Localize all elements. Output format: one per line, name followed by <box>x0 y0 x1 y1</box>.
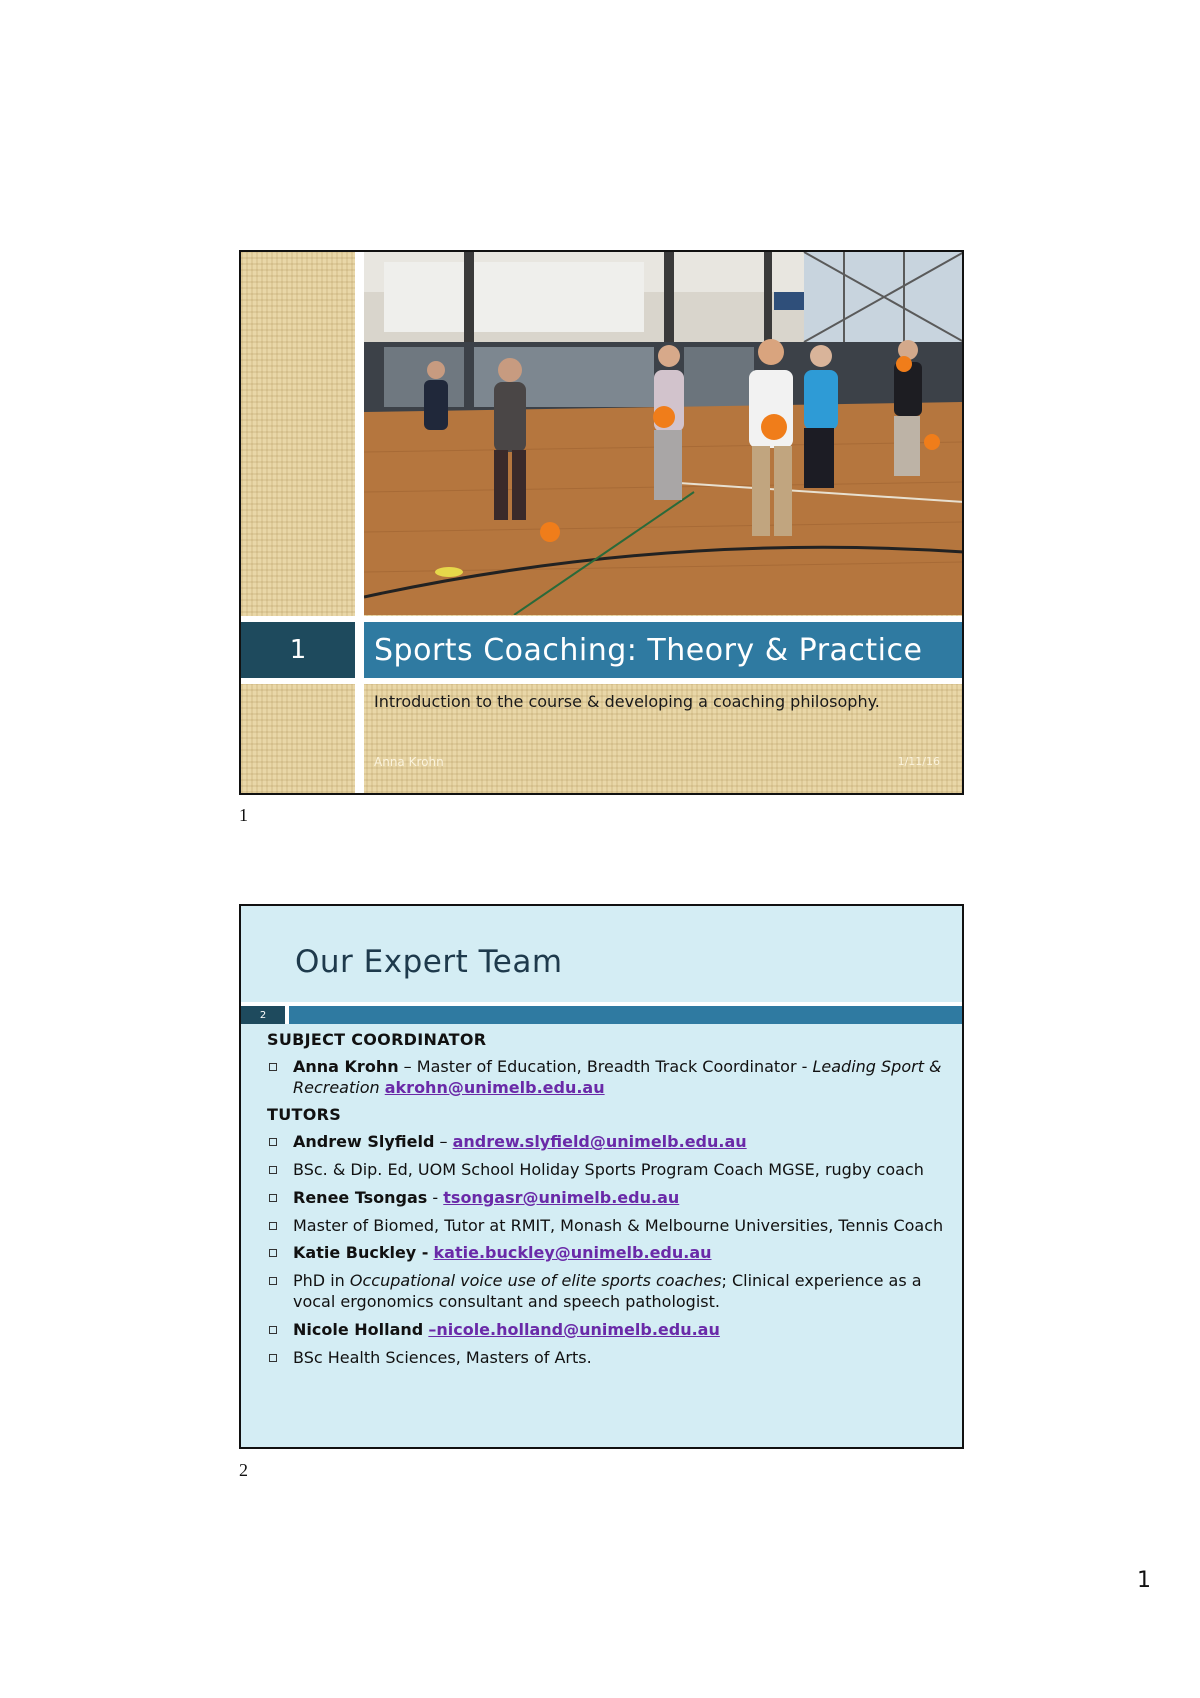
bullet-square-icon <box>269 1354 277 1362</box>
list-item <box>267 1188 957 1209</box>
tutor-detail-italic: Occupational voice use of elite sports coaches <box>349 1271 722 1291</box>
gym-photo <box>364 252 964 615</box>
coordinator-heading: SUBJECT COORDINATOR <box>267 1030 487 1049</box>
coordinator-track: Leading Sport & Recreation <box>293 1056 942 1097</box>
slide-date: 1/11/16 <box>897 755 940 768</box>
tutor-email-link[interactable]: tsongasr@unimelb.edu.au <box>443 1187 680 1207</box>
slide-1 <box>239 250 964 795</box>
slide-number-box: 1 <box>241 622 355 678</box>
tutor-detail-suffix: ; Clinical experience as a vocal ergonomics consultant and speech pathologist. <box>293 1271 922 1311</box>
tutor-name: Nicole Holland <box>293 1319 424 1339</box>
list-item <box>267 1243 957 1264</box>
separator: – <box>398 1056 417 1076</box>
tutor-detail: BSc. & Dip. Ed, UOM School Holiday Sports Program Coach MGSE, rugby coach <box>293 1159 924 1179</box>
bullet-square-icon <box>269 1138 277 1146</box>
separator: – <box>434 1132 453 1152</box>
coordinator-name: Anna Krohn <box>293 1056 399 1076</box>
team-content <box>267 1030 957 1375</box>
tutor-email-link[interactable]: –nicole.holland@unimelb.edu.au <box>428 1319 720 1339</box>
tutor-name: Andrew Slyfield <box>293 1132 435 1152</box>
slide-label: 1 <box>239 805 248 825</box>
tutor-email-link[interactable]: andrew.slyfield@unimelb.edu.au <box>452 1132 747 1152</box>
coordinator-desc: Master of Education, Breadth Track Coordinator - <box>416 1056 813 1076</box>
list-item <box>267 1320 957 1341</box>
tutor-detail: BSc Health Sciences, Masters of Arts. <box>293 1347 592 1367</box>
bullet-square-icon <box>269 1222 277 1230</box>
list-item <box>267 1057 957 1099</box>
list-item <box>267 1160 957 1181</box>
slide-number-box: 2 <box>241 1006 285 1024</box>
coordinator-email-link[interactable]: akrohn@unimelb.edu.au <box>384 1077 605 1097</box>
tutor-name: Renee Tsongas <box>293 1187 428 1207</box>
list-item <box>267 1132 957 1153</box>
slide-2 <box>239 904 964 1449</box>
tutor-detail: Master of Biomed, Tutor at RMIT, Monash & Melbourne Universities, Tennis Coach <box>293 1215 944 1235</box>
separator: - <box>427 1187 444 1207</box>
tutor-detail-prefix: PhD in <box>293 1271 350 1291</box>
slide-title: Sports Coaching: Theory & Practice <box>364 622 964 678</box>
tutor-name: Katie Buckley - <box>293 1243 429 1263</box>
bullet-square-icon <box>269 1249 277 1257</box>
list-item <box>267 1348 957 1369</box>
page-number: 1 <box>1137 1568 1151 1593</box>
bullet-square-icon <box>269 1277 277 1285</box>
bar-gap <box>241 678 964 684</box>
slide-divider <box>355 252 364 793</box>
bullet-square-icon <box>269 1063 277 1071</box>
list-item <box>267 1216 957 1237</box>
slide-author: Anna Krohn <box>374 755 444 769</box>
bullet-square-icon <box>269 1166 277 1174</box>
title-bar <box>289 1006 964 1024</box>
bullet-square-icon <box>269 1326 277 1334</box>
slide-subtitle: Introduction to the course & developing a coaching philosophy. <box>374 692 880 711</box>
bullet-square-icon <box>269 1194 277 1202</box>
tutor-email-link[interactable]: katie.buckley@unimelb.edu.au <box>433 1243 712 1263</box>
slide-title: Our Expert Team <box>295 944 563 980</box>
slide-label: 2 <box>239 1460 248 1480</box>
tutors-heading: TUTORS <box>267 1105 342 1125</box>
list-item <box>267 1271 957 1313</box>
